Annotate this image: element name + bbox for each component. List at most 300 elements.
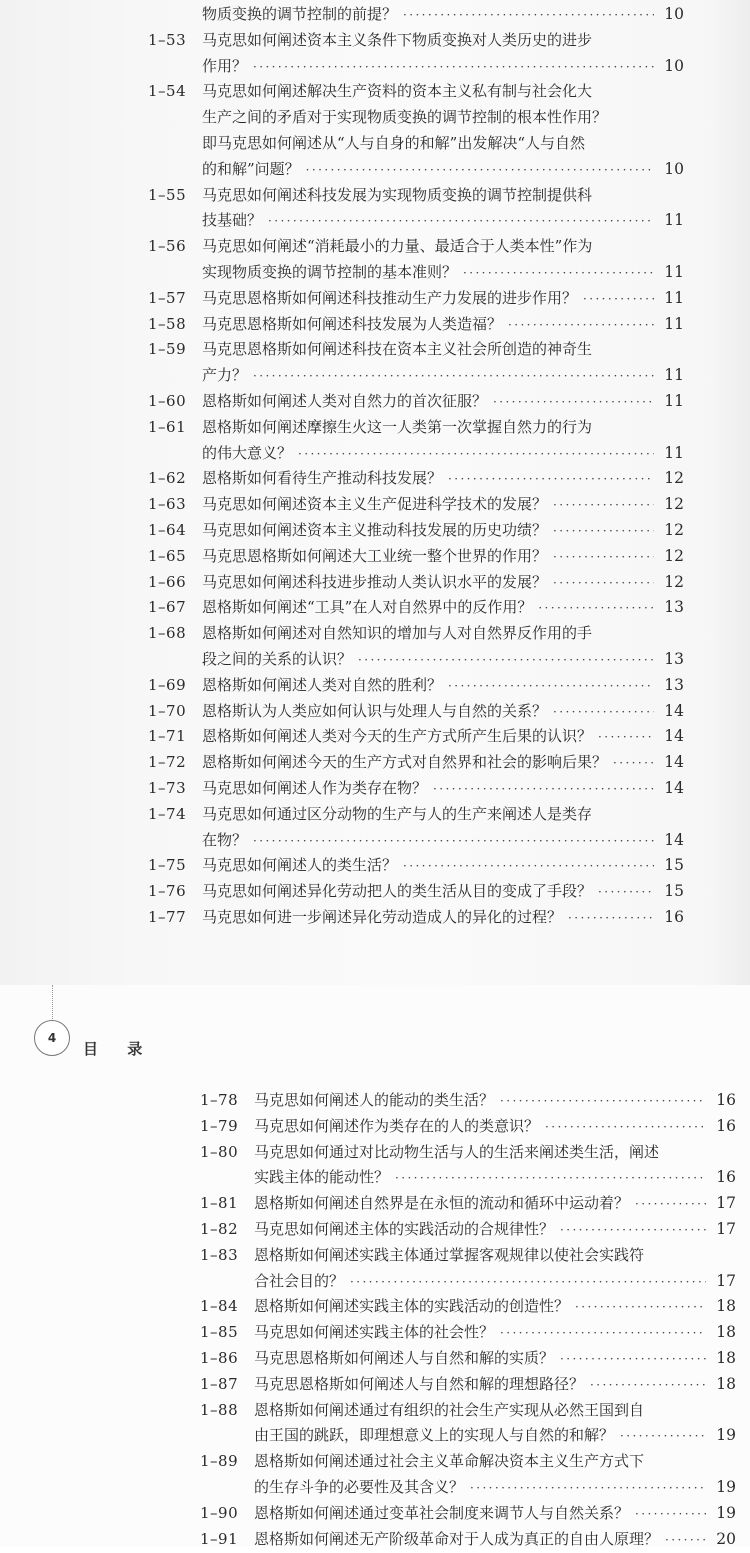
toc-entry-title: 马克思如何阐述资本主义生产促进科学技术的发展？ <box>202 495 548 514</box>
toc-entry-title: 恩格斯如何阐述实践主体的实践活动的创造性？ <box>254 1297 570 1316</box>
toc-entry-line <box>200 1346 736 1372</box>
leader-dots <box>470 1476 706 1502</box>
leader-dots <box>598 880 654 906</box>
leader-dots <box>403 3 654 29</box>
toc-entry-number: 1–58 <box>148 314 187 333</box>
toc-entry-number: 1–86 <box>200 1348 239 1367</box>
toc-entry-title: 马克思如何阐述“消耗最小的力量、最适合于人类本性”作为 <box>202 237 593 256</box>
page-number-badge: 4 <box>34 1020 70 1056</box>
toc-entry-leader-row <box>254 1320 736 1347</box>
toc-entry-title: 生产之间的矛盾对于实现物质变换的调节控制的根本性作用？ <box>202 108 608 127</box>
toc-entry-line <box>148 286 684 312</box>
toc-entry-line <box>148 595 684 621</box>
toc-entry-line <box>200 1501 736 1527</box>
toc-entry-page-number: 11 <box>664 288 684 307</box>
toc-entry[interactable] <box>200 1320 736 1346</box>
toc-entry-title: 在物？ <box>202 830 248 849</box>
toc-entry-title: 马克思如何阐述资本主义推动科技发展的历史功绩？ <box>202 520 548 539</box>
toc-entry-leader-row <box>202 492 684 519</box>
toc-entry-title: 马克思如何阐述异化劳动把人的类生活从目的变成了手段？ <box>202 882 593 901</box>
leader-dots <box>350 1270 706 1296</box>
toc-entry-number: 1–59 <box>148 340 187 359</box>
toc-entry-leader-row <box>202 595 684 622</box>
toc-entry-page-number: 13 <box>664 649 684 668</box>
toc-entry-title: 恩格斯如何阐述人类对自然的胜利？ <box>202 675 443 694</box>
toc-entry-title: 马克思恩格斯如何阐述大工业统一整个世界的作用？ <box>202 546 548 565</box>
leader-dots <box>620 1424 706 1450</box>
toc-entry-line <box>148 157 684 183</box>
toc-entry-line <box>148 466 684 492</box>
toc-entry[interactable] <box>148 905 684 931</box>
toc-entry-number: 1–56 <box>148 237 187 256</box>
toc-entry-leader-row <box>202 441 684 468</box>
toc-entry-line <box>148 2 684 28</box>
toc-entry-page-number: 19 <box>716 1503 736 1522</box>
toc-entry-title: 马克思如何通过对比动物生活与人的生活来阐述类生活，阐述 <box>254 1142 660 1161</box>
toc-entry-line <box>200 1165 736 1191</box>
toc-entry[interactable] <box>148 750 684 776</box>
toc-entry-number: 1–84 <box>200 1297 239 1316</box>
toc-entry-line <box>200 1114 736 1140</box>
toc-entry-page-number: 19 <box>716 1426 736 1445</box>
toc-entry-number: 1–85 <box>200 1323 239 1342</box>
toc-entry-leader-row <box>202 570 684 597</box>
toc-entry-leader-row <box>202 312 684 339</box>
toc-entry[interactable] <box>148 466 684 492</box>
toc-entry-leader-row <box>254 1165 736 1192</box>
toc-entry-line <box>148 389 684 415</box>
toc-entry-number: 1–82 <box>200 1219 239 1238</box>
toc-entry-number: 1–75 <box>148 856 187 875</box>
toc-entry-leader-row <box>254 1423 736 1450</box>
leader-dots <box>553 700 654 726</box>
toc-entry-number: 1–61 <box>148 417 187 436</box>
leader-dots <box>568 906 654 932</box>
toc-entry[interactable] <box>148 518 684 544</box>
toc-entry-line <box>148 105 684 131</box>
header-dotted-rule <box>52 985 53 1025</box>
toc-entry[interactable] <box>148 570 684 596</box>
toc-entry-leader-row <box>202 208 684 235</box>
toc-entry-leader-row <box>202 2 684 29</box>
leader-dots <box>665 1528 706 1553</box>
toc-entry[interactable] <box>148 337 684 389</box>
toc-entry-number: 1–68 <box>148 624 187 643</box>
toc-entry-line <box>148 724 684 750</box>
toc-entry-line <box>148 699 684 725</box>
toc-entry-title: 马克思如何阐述实践主体的社会性？ <box>254 1323 495 1342</box>
toc-entry-number: 1–66 <box>148 572 187 591</box>
toc-entry-line <box>148 802 684 828</box>
toc-entry-title: 的伟大意义？ <box>202 443 293 462</box>
toc-entry-leader-row <box>202 879 684 906</box>
toc-entry[interactable] <box>148 673 684 699</box>
toc-entry-leader-row <box>254 1501 736 1528</box>
toc-entry-line <box>200 1527 736 1553</box>
toc-entry-leader-row <box>202 157 684 184</box>
toc-entry[interactable] <box>200 1088 736 1114</box>
leader-dots <box>583 287 654 313</box>
toc-entry-page-number: 13 <box>664 598 684 617</box>
toc-entry-line <box>200 1320 736 1346</box>
toc-entry-line <box>200 1475 736 1501</box>
toc-entry-leader-row <box>202 286 684 313</box>
toc-entry[interactable] <box>200 1398 736 1450</box>
toc-entry-title: 马克思如何阐述主体的实践活动的合规律性？ <box>254 1219 555 1238</box>
toc-entry-page-number: 19 <box>716 1477 736 1496</box>
toc-entry-title: 物质变换的调节控制的前提？ <box>202 5 398 23</box>
toc-entry-title: 马克思如何阐述人的类生活？ <box>202 856 398 875</box>
toc-entry-page-number: 14 <box>664 830 684 849</box>
toc-entry-line <box>200 1398 736 1424</box>
toc-entry-line <box>200 1294 736 1320</box>
toc-entry[interactable] <box>148 28 684 80</box>
toc-entry-page-number: 16 <box>716 1168 736 1187</box>
toc-entry-title: 马克思如何阐述人的能动的类生活？ <box>254 1091 495 1109</box>
toc-entry-line <box>148 260 684 286</box>
toc-entry-number: 1–60 <box>148 391 187 410</box>
toc-entry[interactable] <box>200 1294 736 1320</box>
toc-entry-number: 1–87 <box>200 1374 239 1393</box>
toc-entry-number: 1–91 <box>200 1529 239 1548</box>
leader-dots <box>268 209 654 235</box>
toc-entry-number: 1–57 <box>148 288 187 307</box>
leader-dots <box>395 1166 706 1192</box>
toc-entry[interactable] <box>148 389 684 415</box>
toc-entry-number: 1–62 <box>148 469 187 488</box>
toc-entry[interactable] <box>148 699 684 725</box>
toc-entry-line <box>200 1191 736 1217</box>
toc-entry-line <box>148 750 684 776</box>
toc-entry-title: 马克思恩格斯如何阐述科技推动生产力发展的进步作用？ <box>202 288 578 307</box>
toc-entry[interactable] <box>148 544 684 570</box>
toc-entry-title: 恩格斯认为人类应如何认识与处理人与自然的关系？ <box>202 701 548 720</box>
toc-entry-page-number: 16 <box>716 1116 736 1135</box>
toc-entry[interactable] <box>148 183 684 235</box>
toc-entry-leader-row <box>202 647 684 674</box>
toc-entry-line <box>200 1217 736 1243</box>
leader-dots <box>575 1295 706 1321</box>
toc-entry-page-number: 15 <box>664 856 684 875</box>
leader-dots <box>298 442 654 468</box>
toc-entry[interactable] <box>148 595 684 621</box>
toc-entry-line <box>200 1243 736 1269</box>
toc-entry-number: 1–76 <box>148 882 187 901</box>
toc-entry-page-number: 14 <box>664 753 684 772</box>
toc-entry-line <box>200 1423 736 1449</box>
leader-dots <box>463 261 654 287</box>
leader-dots <box>493 390 654 416</box>
toc-entry-title: 恩格斯如何阐述对自然知识的增加与人对自然界反作用的手 <box>202 624 593 643</box>
toc-entry-title: 恩格斯如何阐述今天的生产方式对自然界和社会的影响后果？ <box>202 753 608 772</box>
leader-dots <box>538 596 654 622</box>
toc-entry-page-number: 16 <box>716 1091 736 1109</box>
toc-entry-number: 1–71 <box>148 727 187 746</box>
toc-entry[interactable] <box>148 802 684 854</box>
toc-entry-line <box>148 131 684 157</box>
toc-entry-line <box>200 1449 736 1475</box>
toc-entry-leader-row <box>254 1269 736 1296</box>
toc-entry[interactable] <box>200 1217 736 1243</box>
toc-entry[interactable] <box>148 2 684 28</box>
toc-entry[interactable] <box>200 1346 736 1372</box>
toc-entry-number: 1–80 <box>200 1142 239 1161</box>
leader-dots <box>590 1373 706 1399</box>
toc-entry[interactable] <box>200 1114 736 1140</box>
toc-entry[interactable] <box>148 621 684 673</box>
toc-entry-page-number: 18 <box>716 1348 736 1367</box>
toc-entry-leader-row <box>202 724 684 751</box>
toc-entry-number: 1–77 <box>148 907 187 926</box>
toc-entry-number: 1–70 <box>148 701 187 720</box>
toc-entry[interactable] <box>200 1243 736 1295</box>
toc-entry-number: 1–63 <box>148 495 187 514</box>
leader-dots <box>253 364 654 390</box>
toc-entry-leader-row <box>254 1346 736 1373</box>
toc-entry-number: 1–53 <box>148 30 187 49</box>
toc-entry-title: 马克思如何阐述人作为类存在物？ <box>202 778 428 797</box>
toc-entry-page-number: 18 <box>716 1323 736 1342</box>
leader-dots <box>358 648 654 674</box>
toc-entry-line <box>200 1140 736 1166</box>
toc-entry-line <box>148 363 684 389</box>
toc-entry-title: 马克思如何阐述作为类存在的人的类意识？ <box>254 1116 540 1135</box>
toc-entry-page-number: 14 <box>664 701 684 720</box>
toc-entry-leader-row <box>254 1114 736 1141</box>
toc-entry-title: 段之间的关系的认识？ <box>202 649 353 668</box>
toc-entry[interactable] <box>200 1140 736 1192</box>
toc-entry[interactable] <box>200 1501 736 1527</box>
toc-entry-page-number: 10 <box>664 56 684 75</box>
toc-entry-line <box>148 234 684 260</box>
toc-entry-number: 1–55 <box>148 185 187 204</box>
toc-entry-line <box>148 879 684 905</box>
toc-entry-title: 恩格斯如何阐述自然界是在永恒的流动和循环中运动着？ <box>254 1194 630 1213</box>
toc-entry-line <box>148 441 684 467</box>
toc-entry[interactable] <box>148 415 684 467</box>
toc-entry-line <box>148 621 684 647</box>
leader-dots <box>306 158 654 184</box>
toc-entry-number: 1–67 <box>148 598 187 617</box>
toc-entry-line <box>148 183 684 209</box>
toc-entry-title: 恩格斯如何阐述通过社会主义革命解决资本主义生产方式下 <box>254 1452 645 1471</box>
toc-entry-line <box>148 853 684 879</box>
leader-dots <box>553 493 654 519</box>
toc-entry-line <box>148 337 684 363</box>
toc-entry-title: 马克思如何阐述科技发展为实现物质变换的调节控制提供科 <box>202 185 593 204</box>
toc-entry-line <box>148 647 684 673</box>
toc-entry-title: 马克思如何进一步阐述异化劳动造成人的异化的过程？ <box>202 907 563 926</box>
toc-entry-number: 1–90 <box>200 1503 239 1522</box>
toc-entry[interactable] <box>148 492 684 518</box>
toc-entry-page-number: 15 <box>664 882 684 901</box>
toc-entry-leader-row <box>202 260 684 287</box>
toc-entry-leader-row <box>202 905 684 932</box>
toc-entry-page-number: 11 <box>664 366 684 385</box>
toc-entry[interactable] <box>148 79 684 182</box>
toc-entry-leader-row <box>202 750 684 777</box>
toc-entry-leader-row <box>254 1475 736 1502</box>
toc-entry-leader-row <box>202 54 684 81</box>
toc-entry-title: 马克思如何通过区分动物的生产与人的生产来阐述人是类存 <box>202 804 593 823</box>
toc-entry-page-number: 12 <box>664 520 684 539</box>
toc-entry-title: 实现物质变换的调节控制的基本准则？ <box>202 262 458 281</box>
toc-entry-page-number: 11 <box>664 391 684 410</box>
toc-entry-number: 1–78 <box>200 1091 239 1109</box>
toc-entry-leader-row <box>254 1294 736 1321</box>
toc-entry-title: 即马克思如何阐述从“人与自身的和解”出发解决“人与自然 <box>202 133 586 152</box>
leader-dots <box>448 467 654 493</box>
toc-entry-page-number: 14 <box>664 727 684 746</box>
leader-dots <box>553 545 654 571</box>
toc-entry-line <box>200 1372 736 1398</box>
toc-entry-number: 1–65 <box>148 546 187 565</box>
toc-entry-line <box>148 544 684 570</box>
toc-entry-number: 1–88 <box>200 1400 239 1419</box>
toc-entry-line <box>148 492 684 518</box>
toc-entry-page-number: 11 <box>664 262 684 281</box>
toc-entry-number: 1–64 <box>148 520 187 539</box>
toc-entry-title: 恩格斯如何阐述“工具”在人对自然界中的反作用？ <box>202 598 533 617</box>
toc-entry-line <box>148 312 684 338</box>
toc-entry[interactable] <box>148 234 684 286</box>
toc-entry[interactable] <box>148 853 684 879</box>
leader-dots <box>500 1089 706 1115</box>
toc-entry-leader-row <box>202 389 684 416</box>
toc-entry-title: 恩格斯如何阐述实践主体通过掌握客观规律以使社会实践符 <box>254 1245 645 1264</box>
toc-entry-line <box>148 776 684 802</box>
toc-entry[interactable] <box>148 776 684 802</box>
toc-entry-title: 马克思如何阐述资本主义条件下物质变换对人类历史的进步 <box>202 30 593 49</box>
toc-entry-title: 由王国的跳跃，即理想意义上的实现人与自然的和解？ <box>254 1426 615 1445</box>
leader-dots <box>553 519 654 545</box>
toc-entry-line <box>148 570 684 596</box>
toc-entry-number: 1–72 <box>148 753 187 772</box>
leader-dots <box>433 777 654 803</box>
toc-entry-page-number: 11 <box>664 443 684 462</box>
toc-entry-title: 恩格斯如何看待生产推动科技发展？ <box>202 469 443 488</box>
leader-dots <box>448 674 654 700</box>
toc-entry-page-number: 17 <box>716 1194 736 1213</box>
toc-entry[interactable] <box>148 724 684 750</box>
toc-list-upper <box>148 2 684 931</box>
toc-entry-page-number: 13 <box>664 675 684 694</box>
toc-entry-page-number: 14 <box>664 778 684 797</box>
leader-dots <box>253 55 654 81</box>
toc-entry-page-number: 12 <box>664 546 684 565</box>
leader-dots <box>635 1192 706 1218</box>
toc-entry[interactable] <box>148 879 684 905</box>
toc-entry-page-number: 20 <box>716 1529 736 1548</box>
toc-entry-leader-row <box>202 544 684 571</box>
toc-entry-leader-row <box>202 363 684 390</box>
leader-dots <box>613 751 654 777</box>
toc-entry-number: 1–73 <box>148 778 187 797</box>
toc-entry-title: 实践主体的能动性？ <box>254 1168 390 1187</box>
toc-entry-leader-row <box>202 776 684 803</box>
toc-entry-line <box>148 54 684 80</box>
toc-entry-title: 恩格斯如何阐述通过有组织的社会生产实现从必然王国到自 <box>254 1400 645 1419</box>
toc-entry-title: 马克思如何阐述解决生产资料的资本主义私有制与社会化大 <box>202 82 593 101</box>
toc-entry-page-number: 12 <box>664 572 684 591</box>
toc-entry-title: 产力？ <box>202 366 248 385</box>
toc-entry[interactable] <box>148 286 684 312</box>
toc-entry-page-number: 17 <box>716 1271 736 1290</box>
leader-dots <box>253 829 654 855</box>
toc-entry[interactable] <box>200 1191 736 1217</box>
toc-entry-line <box>148 518 684 544</box>
toc-entry-title: 马克思如何阐述科技进步推动人类认识水平的发展？ <box>202 572 548 591</box>
leader-dots <box>500 1321 706 1347</box>
leader-dots <box>560 1347 706 1373</box>
toc-entry-page-number: 17 <box>716 1219 736 1238</box>
toc-list-lower <box>200 1088 736 1552</box>
running-title: 目 录 <box>83 1040 155 1058</box>
toc-entry-title: 恩格斯如何阐述无产阶级革命对于人成为真正的自由人原理？ <box>254 1529 660 1548</box>
toc-entry-number: 1–74 <box>148 804 187 823</box>
toc-entry-line <box>148 79 684 105</box>
toc-entry-title: 马克思恩格斯如何阐述科技在资本主义社会所创造的神奇生 <box>202 340 593 359</box>
toc-entry-title: 的生存斗争的必要性及其含义？ <box>254 1477 465 1496</box>
toc-entry-title: 马克思恩格斯如何阐述人与自然和解的理想路径？ <box>254 1374 585 1393</box>
toc-entry-title: 恩格斯如何阐述通过变革社会制度来调节人与自然关系？ <box>254 1503 630 1522</box>
toc-entry-leader-row <box>202 828 684 855</box>
toc-entry-title: 的和解”问题？ <box>202 159 300 178</box>
toc-entry-title: 马克思恩格斯如何阐述人与自然和解的实质？ <box>254 1348 555 1367</box>
toc-entry-line <box>200 1269 736 1295</box>
toc-entry-title: 马克思恩格斯如何阐述科技发展为人类造福？ <box>202 314 503 333</box>
toc-entry-page-number: 18 <box>716 1374 736 1393</box>
toc-entry-number: 1–69 <box>148 675 187 694</box>
toc-entry-title: 技基础？ <box>202 211 263 230</box>
toc-entry-title: 恩格斯如何阐述人类对今天的生产方式所产生后果的认识？ <box>202 727 593 746</box>
leader-dots <box>560 1218 706 1244</box>
toc-entry-title: 恩格斯如何阐述摩擦生火这一人类第一次掌握自然力的行为 <box>202 417 593 436</box>
leader-dots <box>403 854 654 880</box>
toc-entry-leader-row <box>202 518 684 545</box>
toc-entry-page-number: 10 <box>664 159 684 178</box>
toc-entry-line <box>200 1088 736 1114</box>
toc-entry-leader-row <box>202 673 684 700</box>
toc-entry-number: 1–89 <box>200 1452 239 1471</box>
toc-entry-page-number: 11 <box>664 211 684 230</box>
toc-entry-leader-row <box>254 1088 736 1115</box>
toc-entry[interactable] <box>148 312 684 338</box>
toc-entry-line <box>148 415 684 441</box>
leader-dots <box>598 725 654 751</box>
toc-entry-number: 1–79 <box>200 1116 239 1135</box>
toc-entry-line <box>148 673 684 699</box>
toc-entry-page-number: 16 <box>664 907 684 926</box>
leader-dots <box>635 1502 706 1528</box>
toc-entry[interactable] <box>200 1372 736 1398</box>
leader-dots <box>508 313 654 339</box>
toc-entry-leader-row <box>254 1191 736 1218</box>
page-gutter-shadow <box>710 0 750 985</box>
toc-entry-line <box>148 208 684 234</box>
toc-entry-title: 恩格斯如何阐述人类对自然力的首次征服？ <box>202 391 488 410</box>
toc-entry-leader-row <box>202 853 684 880</box>
toc-entry-line <box>148 828 684 854</box>
toc-entry-leader-row <box>202 466 684 493</box>
toc-entry-leader-row <box>254 1372 736 1399</box>
toc-entry-page-number: 11 <box>664 314 684 333</box>
toc-entry-page-number: 10 <box>664 5 684 23</box>
toc-entry-number: 1–54 <box>148 82 187 101</box>
toc-entry[interactable] <box>200 1527 736 1553</box>
toc-entry[interactable] <box>200 1449 736 1501</box>
toc-entry-number: 1–83 <box>200 1245 239 1264</box>
